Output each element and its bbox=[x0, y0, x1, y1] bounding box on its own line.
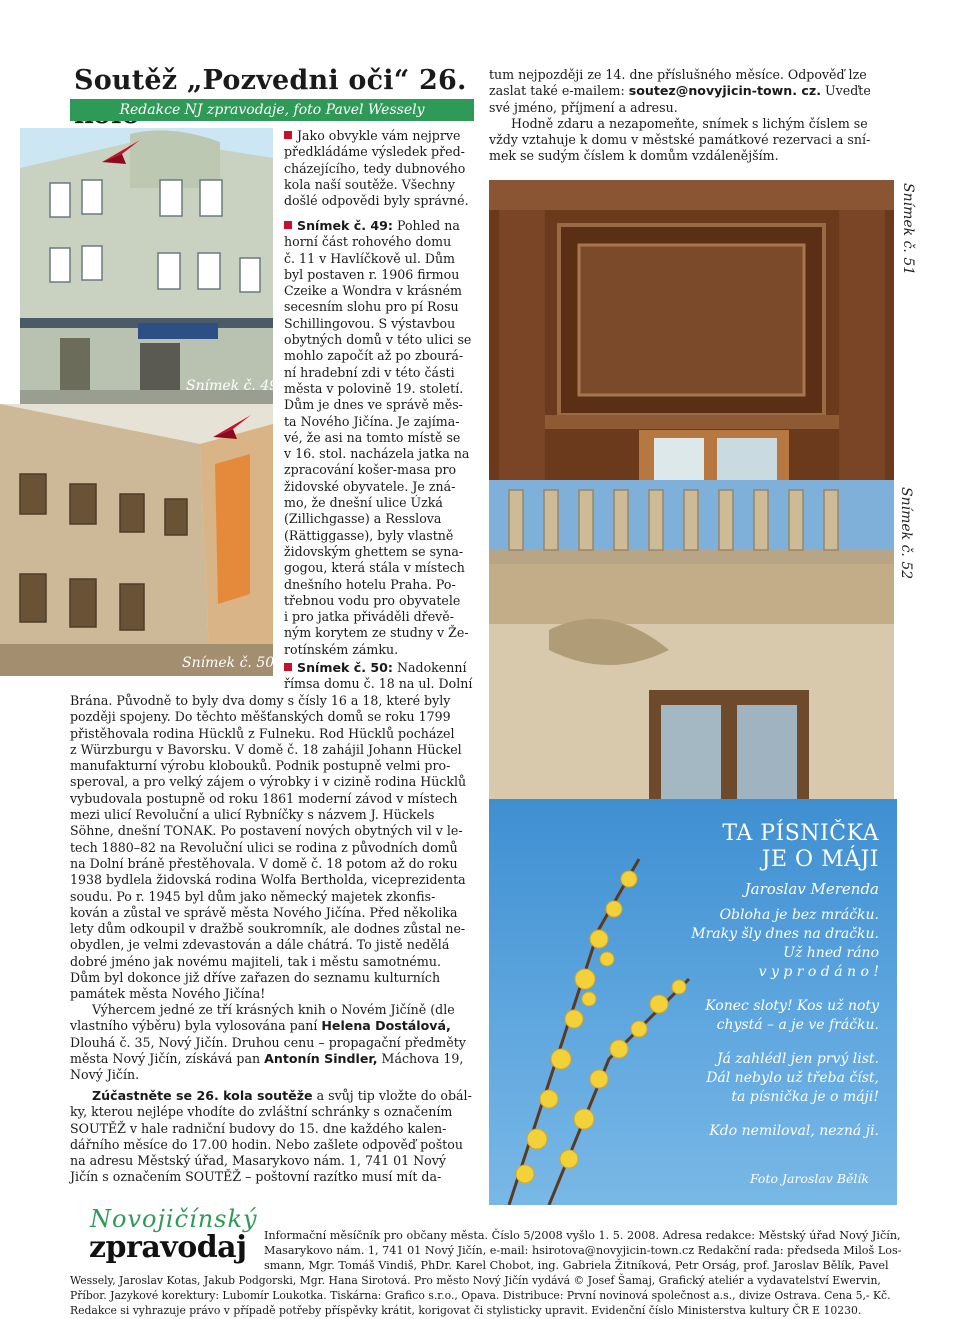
text-line: obydlen, je velmi zdevastován a dále chátrá. To jistě nedělá bbox=[70, 937, 450, 953]
imprint-top bbox=[264, 1228, 904, 1273]
text-line: přistěhovala rodina Hücklů z Fulneku. Rod Hücklů pocházel bbox=[70, 725, 455, 741]
text-line: rotínském zámku. bbox=[284, 641, 399, 657]
text-line: ným korytem ze studny v Že- bbox=[284, 625, 469, 641]
poem-verse-line: chystá – a je ve fráčku. bbox=[716, 1017, 879, 1033]
poem-title-2: JE O MÁJI bbox=[761, 847, 879, 872]
text-line: Výhercem jedné ze tří krásných knih o Novém Jičíně (dle bbox=[92, 1002, 455, 1017]
winner-name: Helena Dostálová, bbox=[321, 1018, 451, 1034]
text-line: mezi ulicí Revoluční a ulicí Rybníčky s názvem J. Hückels bbox=[70, 807, 435, 823]
text-line: Brána. Původně to byly dva domy s čísly 16 a 18, které byly bbox=[70, 693, 451, 708]
text-line: dnešního hotelu Praha. Po- bbox=[284, 576, 456, 592]
text-line: dářního měsíce do 17.00 hodin. Nebo zašlete odpověď poštou bbox=[70, 1136, 463, 1152]
text-line: ta Nového Jičína. Je zajíma- bbox=[284, 413, 460, 429]
poem-verse-line: Obloha je bez mráčku. bbox=[719, 907, 879, 923]
text-line: Dlouhá č. 35, Nový Jičín. Druhou cenu – propagační předměty bbox=[70, 1034, 466, 1050]
text-line: lety dům odkoupil v dražbě soukromník, ale dodnes zůstal ne- bbox=[70, 921, 466, 937]
poem-box bbox=[489, 799, 897, 1205]
text-line: secesním slohu pro pí Rosu bbox=[284, 299, 459, 315]
intro-line: kola naší soutěže. Všechny bbox=[284, 176, 456, 192]
text-line: zpracování košer-masa pro bbox=[284, 462, 457, 478]
text-line: vlastního výběru) byla vylosována paní Helena Dostálová, bbox=[70, 1018, 451, 1034]
text-line: kován a zůstal ve správě města Nového Jičína. Před několika bbox=[70, 904, 458, 920]
poem-photo-credit: Foto Jaroslav Bělík bbox=[749, 1171, 869, 1186]
text-line: Jičín s označením SOUTĚŽ – poštovní razítko musí mít da- bbox=[70, 1169, 442, 1185]
poem-verse-line: Už hned ráno bbox=[783, 945, 879, 961]
poem-verse-line: Já zahlédl jen prvý list. bbox=[716, 1051, 879, 1067]
pointer-arrow-icon bbox=[102, 140, 140, 168]
text-line: obytných domů v této ulici se bbox=[284, 332, 472, 348]
text-line: města v polovině 19. století. bbox=[284, 380, 464, 396]
text-line: manufakturní výrobu klobouků. Podnik postupně velmi pro- bbox=[70, 758, 451, 774]
text-line: Nový Jičín. bbox=[70, 1067, 140, 1083]
snimek-49-text bbox=[284, 218, 474, 658]
text-line: dobré jméno jak novému majiteli, tak i městu samotnému. bbox=[70, 953, 441, 969]
text-line: v 16. stol. nacházela jatka na bbox=[284, 446, 470, 462]
text-line: židovské obyvatele. Je zná- bbox=[284, 478, 456, 494]
snimek-50-body bbox=[70, 693, 474, 1003]
imprint-line: smann, Mgr. Tomáš Vindiš, PhDr. Karel Chobot, ing. Gabriela Žitníková, Petr Orság, prof. Jaroslav Bělík, Pavel bbox=[264, 1259, 889, 1272]
text-line: později spojeny. Do těchto měšťanských domů se roku 1799 bbox=[70, 709, 451, 725]
poem-verse-line: Dál nebylo už třeba číst, bbox=[706, 1070, 879, 1086]
join-paragraph bbox=[70, 1088, 480, 1186]
imprint-line: Redakce si vyhrazuje právo v případě potřeby příspěvky krátit, korigovat či stylisticky upravit. Evidenční číslo Ministerstva kultury ČR E 10230. bbox=[70, 1304, 862, 1317]
text-line: na Dolní bráně přestěhovala. V domě č. 18 potom až do roku bbox=[70, 855, 458, 871]
text-line: i pro jatka přiváděli dřevě- bbox=[284, 609, 454, 625]
subtitle-bar: Redakce NJ zpravodaje, foto Pavel Wessely bbox=[70, 99, 474, 121]
poem-verse-line: Konec sloty! Kos už noty bbox=[705, 998, 879, 1014]
bullet-icon bbox=[284, 663, 292, 671]
intro-line: cházejícího, tedy dubnového bbox=[284, 160, 466, 176]
text-line: mo, že dnešní ulice Úzká bbox=[284, 495, 443, 511]
imprint-bottom bbox=[70, 1273, 905, 1318]
poem-verse-line: Mraky šly dnes na dračku. bbox=[691, 926, 879, 942]
balcony-illustration bbox=[489, 480, 894, 799]
street-illustration bbox=[0, 404, 273, 676]
text-line: města Nový Jičín, získává pan Antonín Sindler, Máchova 19, bbox=[70, 1050, 464, 1066]
caption-snimek-51: Snímek č. 51 bbox=[900, 183, 916, 276]
text-line: z Würzburgu v Bavorsku. V domě č. 18 zahájil Johann Hückel bbox=[70, 741, 462, 757]
text-line: Snímek č. 50: Nadokenní bbox=[284, 660, 474, 676]
text-line: ky, kterou nejlépe vhodíte do zvláštní schránky s označením bbox=[70, 1104, 453, 1120]
text-line: speroval, a pro velký zájem o výrobky i v cizině rodina Hücklů bbox=[70, 774, 467, 790]
text-line: tum nejpozději ze 14. dne příslušného měsíce. Odpověď lze bbox=[489, 67, 867, 82]
text-line: mohlo započít až po zbourá- bbox=[284, 348, 464, 364]
caption-snimek-52: Snímek č. 52 bbox=[898, 487, 914, 580]
winner-name: Antonín Sindler, bbox=[264, 1050, 378, 1066]
text-line: gogou, která stála v místech bbox=[284, 560, 465, 576]
text-line: mek se sudým číslem k domům vzdálenějším. bbox=[489, 148, 779, 164]
text-line: Schillingovou. S výstavbou bbox=[284, 315, 456, 331]
page-title: Soutěž „Pozvedni oči“ 26. bbox=[74, 65, 467, 96]
photo-snimek-50 bbox=[0, 404, 273, 676]
logo-zpravodaj: zpravodaj bbox=[89, 1230, 247, 1265]
logo-novojicinsky: Novojičínský bbox=[90, 1205, 258, 1233]
building-corner-illustration bbox=[20, 128, 273, 404]
photo-snimek-51 bbox=[489, 180, 894, 480]
caption-snimek-49: Snímek č. 49 bbox=[186, 378, 279, 394]
text-line: římsa domu č. 18 na ul. Dolní bbox=[284, 676, 473, 692]
imprint-line: Masarykovo nám. 1, 741 01 Nový Jičín, e-mail: hsirotova@novyjicin-town.cz Redakční rada: předseda Miloš Los- bbox=[264, 1244, 902, 1257]
snimek-50-head bbox=[284, 660, 474, 693]
text-line: byl postaven r. 1906 firmou bbox=[284, 266, 460, 282]
text-line: č. 11 v Havlíčkově ul. Dům bbox=[284, 250, 455, 266]
text-line: vybudovala postupně od roku 1861 moderní závod v místech bbox=[70, 790, 458, 806]
poem-verse-line: Kdo nemiloval, nezná ji. bbox=[709, 1123, 879, 1139]
text-line: (Zillichgasse) a Resslova bbox=[284, 511, 442, 527]
text-line: ní hradební zdi v této části bbox=[284, 364, 455, 380]
text-line: vé, že asi na tomto místě se bbox=[284, 429, 461, 445]
imprint-line: Informační měsíčník pro občany města. Číslo 5/2008 vyšlo 1. 5. 2008. Adresa redakce: Městský úřad Nový Jičín, bbox=[264, 1229, 901, 1242]
poem-verse-line: ta písnička je o máji! bbox=[731, 1089, 879, 1105]
pointer-arrow-icon bbox=[213, 415, 251, 443]
text-line: tech 1880–82 na Revoluční ulici se rodina z původních domů bbox=[70, 839, 458, 855]
photo-snimek-52 bbox=[489, 480, 894, 799]
text-line: Czeike a Wondra v krásném bbox=[284, 283, 462, 299]
poem-verse-line: v y p r o d á n o ! bbox=[758, 964, 879, 980]
imprint-line: Příbor. Jazykové korektury: Lubomír Loukotka. Tiskárna: Grafico s.r.o., Opava. Distribuce: První novinová společnost a.s., divize Ostrava. Cena 5,- Kč. bbox=[70, 1289, 891, 1302]
intro-line: předkládáme výsledek před- bbox=[284, 144, 465, 160]
text-line: Zúčastněte se 26. kola soutěže a svůj tip vložte do obál- bbox=[92, 1088, 472, 1103]
text-line: horní část rohového domu bbox=[284, 234, 452, 250]
text-line: třebnou vodu pro obyvatele bbox=[284, 592, 461, 608]
text-line: Hodně zdaru a nezapomeňte, snímek s lichým číslem se bbox=[511, 115, 868, 131]
text-line: (Rättiggasse), byly vlastně bbox=[284, 527, 454, 543]
text-line: památek města Nového Jičína! bbox=[70, 986, 266, 1002]
text-line: zaslat také e-mailem: soutez@novyjicin-town. cz. Uveďte bbox=[489, 83, 871, 99]
text-line: Dům je dnes ve správě měs- bbox=[284, 397, 463, 413]
door-illustration bbox=[489, 180, 894, 480]
text-line: soudu. Po r. 1945 byl dům jako německý majetek zkonfis- bbox=[70, 888, 436, 904]
contest-email[interactable]: soutez@novyjicin-town. cz. bbox=[628, 83, 821, 99]
text-line: své jméno, příjmení a adresu. bbox=[489, 99, 678, 115]
poem-author: Jaroslav Merenda bbox=[744, 880, 879, 898]
intro-line: Jako obvykle vám nejprve bbox=[284, 128, 474, 144]
bullet-icon bbox=[284, 221, 292, 229]
text-line: Söhne, dnešní TONAK. Po postavení nových obytných vil v le- bbox=[70, 823, 463, 839]
intro-line: došlé odpovědi byly správné. bbox=[284, 193, 469, 209]
text-line: na adresu Městský úřad, Masarykovo nám. 1, 741 01 Nový bbox=[70, 1153, 446, 1169]
winners-paragraph bbox=[70, 1002, 480, 1083]
right-column-text bbox=[489, 67, 899, 165]
text-line: Snímek č. 49: Pohled na bbox=[284, 218, 474, 234]
imprint-line: Wessely, Jaroslav Kotas, Jakub Podgorski, Mgr. Hana Sirotová. Pro město Nový Jičín vydává © Josef Šamaj, Grafický ateliér a vydavatelství Ewervin, bbox=[70, 1274, 881, 1287]
poem-title-1: TA PÍSNIČKA bbox=[722, 821, 879, 846]
text-line: 1938 bydlela židovská rodina Wolfa Bertholda, viceprezidenta bbox=[70, 872, 466, 888]
photo-snimek-49 bbox=[20, 128, 273, 404]
caption-snimek-50: Snímek č. 50 bbox=[182, 655, 275, 671]
bullet-icon bbox=[284, 131, 292, 139]
text-line: Dům byl dokonce již dříve zařazen do seznamu kulturních bbox=[70, 970, 441, 986]
text-line: SOUTĚŽ v hale radniční budovy do 15. dne každého kalen- bbox=[70, 1120, 447, 1136]
intro-text bbox=[284, 128, 474, 209]
text-line: židovským ghettem se syna- bbox=[284, 543, 464, 559]
text-line: vždy vztahuje k domu v městské památkové rezervaci a sní- bbox=[489, 132, 871, 148]
